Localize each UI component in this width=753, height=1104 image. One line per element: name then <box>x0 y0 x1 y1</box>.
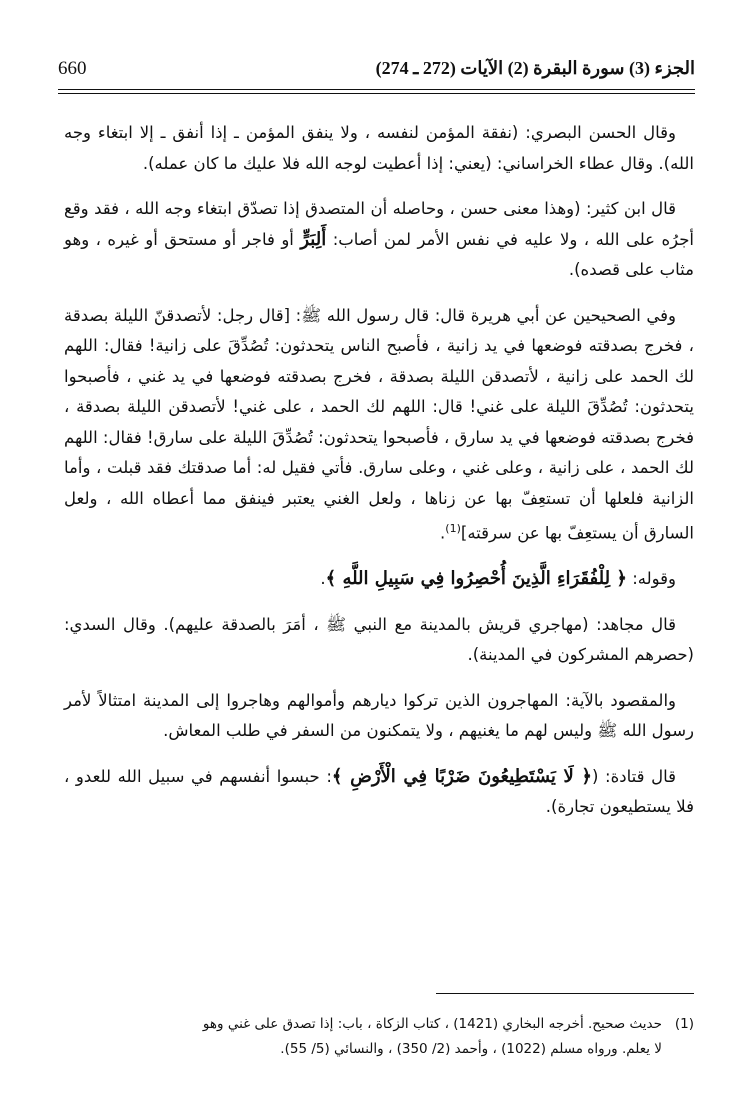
paragraph-end: . <box>320 569 326 588</box>
footnote-text: حديث صحيح. أخرجه البخاري (1421) ، كتاب الزكاة ، باب: إذا تصدق على غني وهو <box>202 1016 662 1032</box>
header-rule-bottom <box>58 93 695 94</box>
paragraph-qatada <box>64 762 694 823</box>
footnote-separator <box>436 993 694 994</box>
footnote <box>64 1012 694 1062</box>
paragraph-explanation: والمقصود بالآية: المهاجرون الذين تركوا ديارهم وأموالهم وهاجروا إلى المدينة امتثالاً لأمر رسول الله ﷺ وليس لهم ما يغنيهم ، ولا يتمكنون من السفر في طلب المعاش. <box>64 690 694 740</box>
paragraph-text: قال ابن كثير: (وهذا معنى حسن ، وحاصله أن المتصدق إذا تصدّق ابتغاء وجه الله ، فقد وقع أجرُه على الله ، ولا عليه في نفس الأمر لمن أصاب: <box>64 199 695 249</box>
header-rule-top <box>58 89 695 90</box>
page-header <box>58 58 695 84</box>
paragraph-text: : حبسوا أنفسهم في سبيل الله للعدو ، فلا يستطيعون تجارة). <box>64 766 694 816</box>
quran-verse: ﴿ لِلْفُقَرَاءِ الَّذِينَ أُحْصِرُوا فِي سَبِيلِ اللَّهِ ﴾ <box>325 568 627 589</box>
paragraph-end: . <box>440 523 446 543</box>
paragraph-verse <box>64 564 694 595</box>
footnote-line <box>64 1012 694 1037</box>
footnote-reference[interactable]: (1) <box>445 522 461 535</box>
footnote-number: (1) <box>674 1016 694 1032</box>
hadith-text: وفي الصحيحين عن أبي هريرة قال: قال رسول الله ﷺ: [قال رجل: لأتصدقنّ الليلة بصدقة ، فخرج بصدقته فوضعها في يد زانية ، فأصبح الناس يتحدثون: تُصُدِّقَ على زانية! فقال: اللهم لك الحمد على زانية ، لأتصدقن الليلة بصدقة ، فخرج بصدقته فوضعها في يد غني ، فأصبحوا يتحدثون: تُصُدِّقَ الليلة على غني! قال: اللهم لك الحمد ، على غني! لأتصدقن الليلة بصدقة ، فخرج بصدقته فوضعها في يد سارق ، فأصبحوا يتحدثون: تُصُدِّقَ الليلة على سارق! فقال: اللهم لك الحمد ، على زانية ، وعلى غني ، وعلى سارق. فأتي فقيل له: أما صدقتك فقد قبلت ، وأما الزانية فلعلها أن تستعِفّ بها عن زناها ، ولعل الغني يعتبر فينفق مما أعطاه الله ، ولعل السارق أن يستعِفّ بها عن سرقته] <box>64 305 694 543</box>
paragraph-hadith <box>64 301 694 550</box>
paragraph-text: أو فاجر أو مستحق أو غيره ، وهو مثاب على قصده). <box>64 229 694 279</box>
quran-word: أَلِبَرٍّ <box>300 228 327 250</box>
footnote-line: لا يعلم. ورواه مسلم (1022) ، وأحمد (2/ 350) ، والنسائي (5/ 55). <box>280 1041 662 1057</box>
main-text <box>64 118 694 838</box>
paragraph-mujahid: قال مجاهد: (مهاجري قريش بالمدينة مع النبي ﷺ ، أمَرَ بالصدقة عليهم). وقال السدي: (حصرهم المشركون في المدينة). <box>64 614 694 664</box>
paragraph-ibn-kathir <box>64 194 694 286</box>
verse-lead: وقوله: <box>632 569 676 588</box>
running-title: الجزء (3) سورة البقرة (2) الآيات (272 ـ 274) <box>375 58 695 78</box>
paragraph-hasan-basri: وقال الحسن البصري: (نفقة المؤمن لنفسه ، ولا ينفق المؤمن ـ إذا أنفق ـ إلا ابتغاء وجه الله). وقال عطاء الخراساني: (يعني: إذا أعطيت لوجه الله فلا عليك ما كان عمله). <box>64 123 694 173</box>
page-number: 660 <box>58 58 87 79</box>
quran-verse: ﴿ لَا يَسْتَطِيعُونَ ضَرْبًا فِي الْأَرْضِ ﴾ <box>331 765 592 787</box>
paragraph-lead: قال قتادة: ( <box>591 766 676 786</box>
